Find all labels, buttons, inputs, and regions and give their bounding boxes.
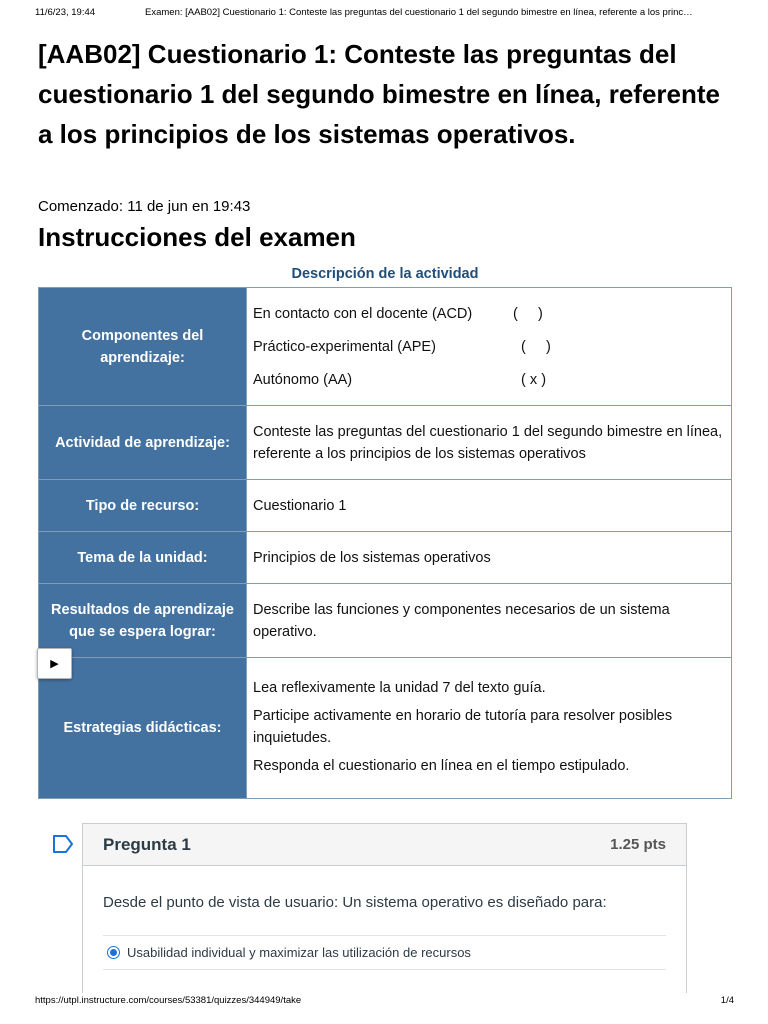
component-name: En contacto con el docente (ACD): [253, 305, 473, 322]
play-icon: ▶: [50, 658, 59, 670]
table-row: [39, 480, 732, 532]
table-row: [39, 288, 732, 406]
answer-option[interactable]: [103, 936, 666, 970]
component-name: Práctico-experimental (APE): [253, 338, 436, 355]
component-item: [253, 297, 723, 330]
resource-type-label: Tipo de recurso:: [39, 480, 247, 532]
component-item: [253, 363, 723, 396]
play-button[interactable]: [37, 648, 72, 679]
unit-topic-label: Tema de la unidad:: [39, 532, 247, 584]
component-item: [253, 330, 723, 363]
strategy-item: Participe activamente en horario de tutoría para resolver posibles inquietudes.: [253, 708, 673, 746]
flag-icon[interactable]: [52, 835, 74, 853]
learning-activity-value: Conteste las preguntas del cuestionario 1 del segundo bimestre en línea, referente a los principios de los sistemas operativos: [247, 406, 732, 480]
question-name: Pregunta 1: [103, 834, 191, 854]
unit-topic-value: Principios de los sistemas operativos: [247, 532, 732, 584]
activity-caption: Descripción de la actividad: [291, 266, 479, 282]
question-text: Desde el punto de vista de usuario: Un sistema operativo es diseñado para:: [103, 894, 607, 911]
strategy-item: Responda el cuestionario en línea en el tiempo estipulado.: [253, 758, 630, 774]
answer-list: [103, 935, 666, 970]
strategy-item: Lea reflexivamente la unidad 7 del texto guía.: [253, 680, 546, 696]
radio-selected-icon[interactable]: [107, 946, 120, 959]
print-header: [0, 0, 768, 24]
question-points: 1.25 pts: [610, 836, 666, 853]
answer-label: Usabilidad individual y maximizar las utilización de recursos: [127, 945, 471, 960]
components-label: Componentes del aprendizaje:: [39, 288, 247, 406]
table-row: [39, 584, 732, 658]
question-header: [83, 824, 686, 866]
question-card: [82, 823, 687, 993]
table-row: [39, 406, 732, 480]
strategies-value: [247, 658, 732, 799]
learning-activity-label: Actividad de aprendizaje:: [39, 406, 247, 480]
print-footer: [0, 990, 768, 1010]
table-row: [39, 658, 732, 799]
strategies-label: Estrategias didácticas:: [39, 658, 247, 799]
resource-type-value: Cuestionario 1: [247, 480, 732, 532]
expected-results-label: Resultados de aprendizaje que se espera lograr:: [39, 584, 247, 658]
started-timestamp: Comenzado: 11 de jun en 19:43: [38, 198, 251, 215]
component-name: Autónomo (AA): [253, 371, 353, 388]
table-row: [39, 532, 732, 584]
print-date: 11/6/23, 19:44: [35, 6, 96, 18]
component-mark: ( x ): [513, 371, 547, 388]
activity-table: [38, 287, 732, 799]
print-page-title: Examen: [AAB02] Cuestionario 1: Conteste las preguntas del cuestionario 1 del segundo bimestre en línea, referente a los princ…: [145, 6, 693, 18]
print-page-number: 1/4: [720, 994, 734, 1006]
instructions-heading: Instrucciones del examen: [38, 222, 356, 252]
component-mark: ( ): [513, 338, 551, 355]
component-mark: ( ): [513, 305, 543, 322]
print-url: https://utpl.instructure.com/courses/53381/quizzes/344949/take: [35, 994, 302, 1006]
expected-results-value: Describe las funciones y componentes necesarios de un sistema operativo.: [247, 584, 732, 658]
quiz-title: [AAB02] Cuestionario 1: Conteste las preguntas del cuestionario 1 del segundo bimestre en línea, referente a los principios de los sistemas operativos.: [38, 39, 720, 149]
components-value: [247, 288, 732, 406]
